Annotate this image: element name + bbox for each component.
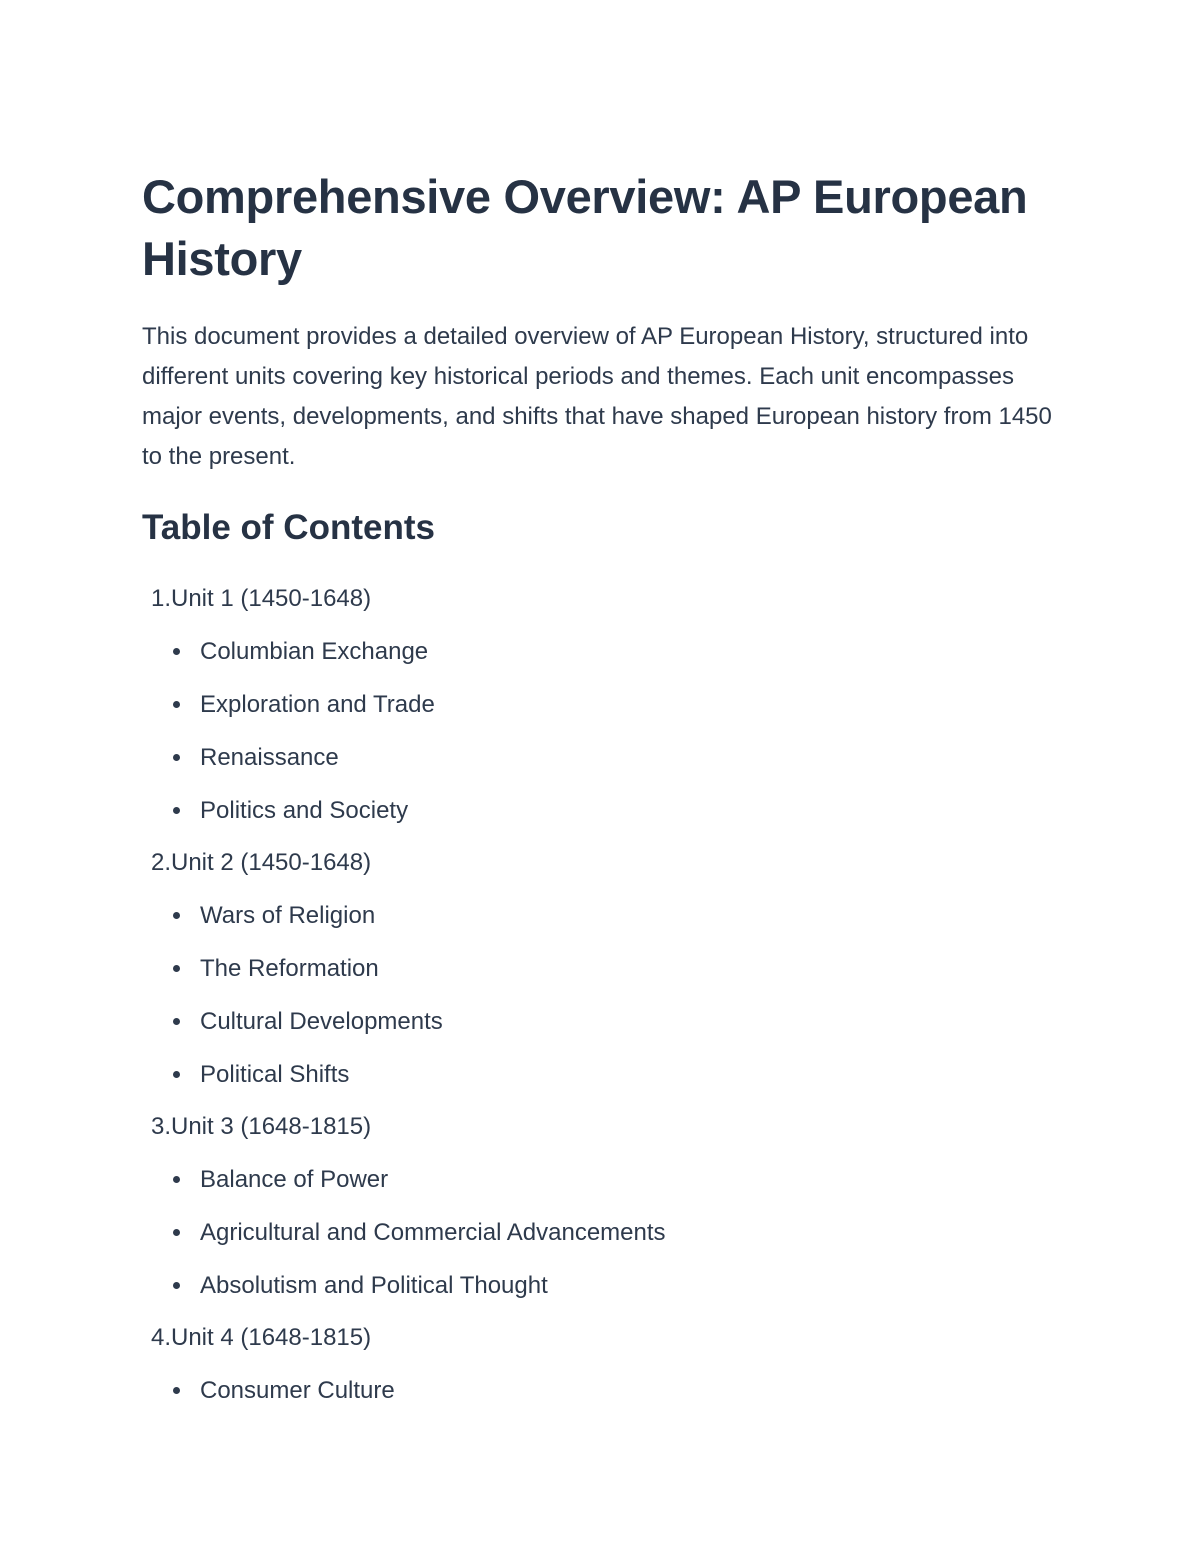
bullet-icon (173, 1282, 180, 1289)
bullet-icon (173, 965, 180, 972)
topic-label: Renaissance (200, 743, 339, 771)
list-item (142, 1153, 1072, 1206)
bullet-icon (173, 701, 180, 708)
unit-topics (142, 889, 1072, 1101)
table-of-contents (142, 573, 1072, 1417)
list-item (142, 1048, 1072, 1101)
unit-topics (142, 1153, 1072, 1312)
unit-label: Unit 4 (1648-1815) (171, 1324, 372, 1351)
unit-heading (142, 1312, 1072, 1364)
topic-label: The Reformation (200, 954, 379, 982)
bullet-icon (173, 648, 180, 655)
bullet-icon (173, 1176, 180, 1183)
topic-label: Columbian Exchange (200, 637, 429, 665)
unit-number: 1. (150, 585, 171, 612)
topic-label: Politics and Society (200, 796, 409, 824)
list-item (142, 731, 1072, 784)
list-item (142, 1364, 1072, 1417)
toc-unit-2 (142, 837, 1072, 1101)
toc-unit-3 (142, 1101, 1072, 1312)
unit-label: Unit 1 (1450-1648) (171, 585, 372, 612)
unit-label: Unit 3 (1648-1815) (171, 1113, 372, 1140)
topic-label: Cultural Developments (200, 1007, 443, 1035)
document-title: Comprehensive Overview: AP European History (142, 170, 1028, 285)
toc-heading: Table of Contents (142, 508, 435, 547)
bullet-icon (173, 754, 180, 761)
topic-label: Wars of Religion (200, 901, 376, 929)
unit-topics (142, 1364, 1072, 1417)
unit-heading (142, 837, 1072, 889)
bullet-icon (173, 807, 180, 814)
unit-heading (142, 1101, 1072, 1153)
unit-number: 3. (150, 1113, 171, 1140)
topic-label: Balance of Power (200, 1165, 389, 1193)
list-item (142, 942, 1072, 995)
topic-label: Agricultural and Commercial Advancements (200, 1218, 666, 1246)
topic-label: Consumer Culture (200, 1376, 395, 1404)
topic-label: Absolutism and Political Thought (200, 1271, 548, 1299)
unit-topics (142, 625, 1072, 837)
list-item (142, 678, 1072, 731)
list-item (142, 889, 1072, 942)
list-item (142, 1206, 1072, 1259)
toc-unit-4 (142, 1312, 1072, 1417)
topic-label: Political Shifts (200, 1060, 350, 1088)
unit-heading (142, 573, 1072, 625)
bullet-icon (173, 1229, 180, 1236)
topic-label: Exploration and Trade (200, 690, 435, 718)
document-page (142, 166, 1072, 1417)
list-item (142, 1259, 1072, 1312)
unit-number: 4. (150, 1324, 171, 1351)
bullet-icon (173, 912, 180, 919)
toc-unit-1 (142, 573, 1072, 837)
list-item (142, 784, 1072, 837)
bullet-icon (173, 1387, 180, 1394)
list-item (142, 995, 1072, 1048)
unit-number: 2. (150, 849, 171, 876)
intro-paragraph: This document provides a detailed overview of AP European History, structured into different units covering key historical periods and themes. Each unit encompasses major events, developments, and shifts that have shaped European history from 1450 to the present. (142, 323, 1052, 470)
unit-label: Unit 2 (1450-1648) (171, 849, 372, 876)
bullet-icon (173, 1018, 180, 1025)
bullet-icon (173, 1071, 180, 1078)
list-item (142, 625, 1072, 678)
